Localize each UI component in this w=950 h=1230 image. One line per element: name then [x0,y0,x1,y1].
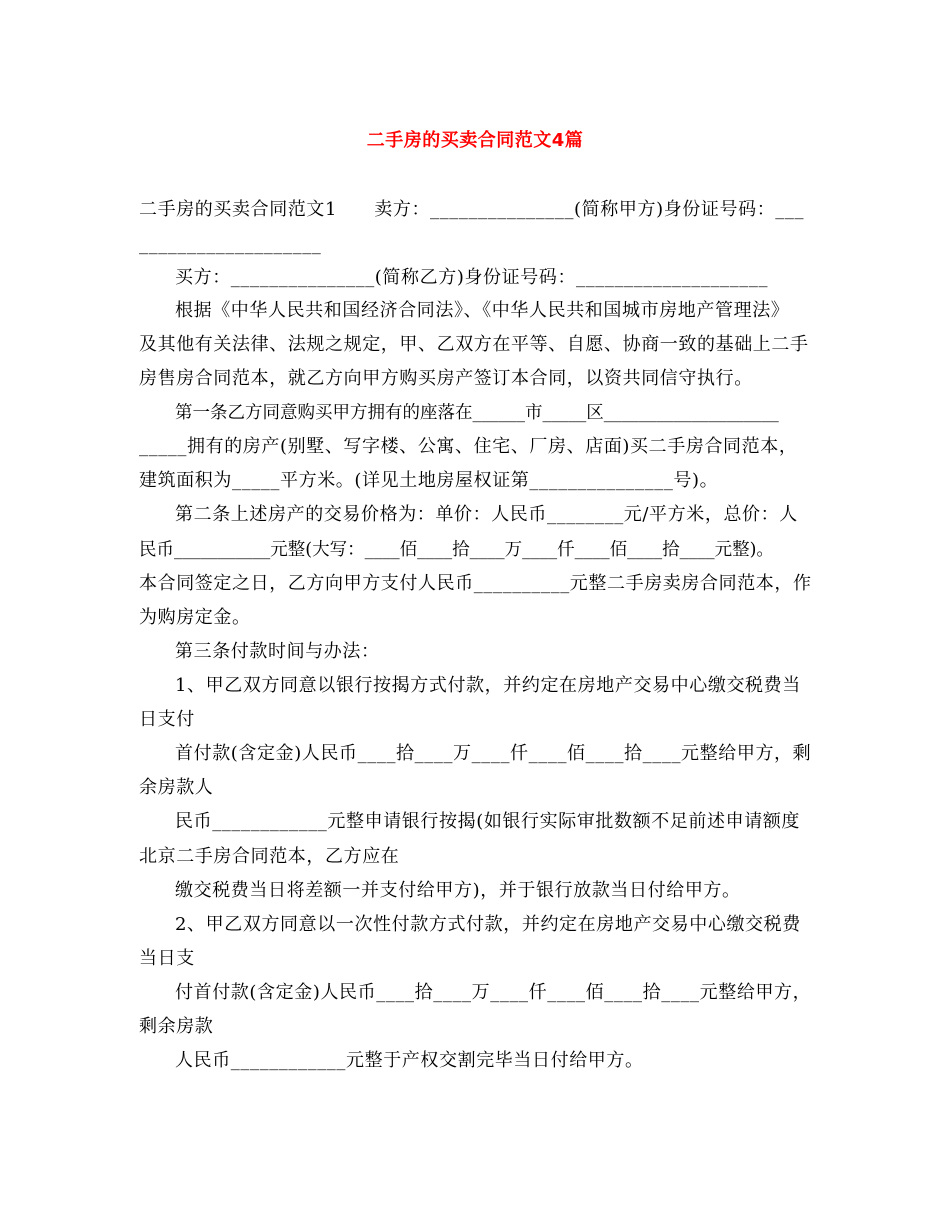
text-line: 付首付款(含定金)人民币____拾____万____仟____佰____拾____元整给甲方， [175,982,812,1003]
text-line: 本合同签定之日，乙方向甲方支付人民币__________元整二手房卖房合同范本，作 [139,573,812,594]
text-line: 日支付 [139,709,195,730]
text-line: 首付款(含定金)人民币____拾____万____仟____佰____拾____元整给甲方，剩 [175,743,812,764]
text-line: ___________________ [139,234,322,255]
text-line: _____拥有的房产(别墅、写字楼、公寓、住宅、厂房、店面)买二手房合同范本， [139,436,798,457]
document-title: 二手房的买卖合同范文4篇 [366,130,584,151]
text-line: 余房款人 [139,777,214,798]
text-line: 北京二手房合同范本，乙方应在 [139,846,400,867]
text-line: 缴交税费当日将差额一并支付给甲方)，并于银行放款当日付给甲方。 [175,880,741,901]
text-line: 剩余房款 [139,1016,214,1037]
text-line: 1、甲乙双方同意以银行按揭方式付款，并约定在房地产交易中心缴交税费当 [175,675,801,696]
text-line: 建筑面积为_____平方米。(详见土地房屋权证第_______________号)。 [139,470,719,491]
text-line: 2、甲乙双方同意以一次性付款方式付款，并约定在房地产交易中心缴交税费 [175,914,801,935]
text-line: 第二条上述房产的交易价格为：单价：人民币________元/平方米，总价：人 [175,504,798,525]
text-line: 第一条乙方同意购买甲方拥有的座落在______市_____区____________________ [175,403,779,423]
text-line: 房售房合同范本，就乙方向甲方购买房产签订本合同，以资共同信守执行。 [139,368,753,389]
text-line: 人民币____________元整于产权交割完毕当日付给甲方。 [175,1050,644,1071]
text-line: 第三条付款时间与办法： [175,641,380,662]
text-line: 民币___________元整(大写：____佰____拾____万____仟____佰____拾____元整)。 [139,540,774,560]
text-line: 当日支 [139,948,195,969]
text-line: 二手房的买卖合同范文1 卖方：_______________(简称甲方)身份证号码：___ [139,199,805,220]
text-line: 及其他有关法律、法规之规定，甲、乙双方在平等、自愿、协商一致的基础上二手 [139,334,809,355]
text-line: 买方：_______________(简称乙方)身份证号码：____________________ [175,267,769,288]
text-line: 根据《中华人民共和国经济合同法》、《中华人民共和国城市房地产管理法》 [175,300,790,321]
text-line: 为购房定金。 [139,607,251,628]
text-line: 民币____________元整申请银行按揭(如银行实际审批数额不足前述申请额度 [175,811,801,832]
